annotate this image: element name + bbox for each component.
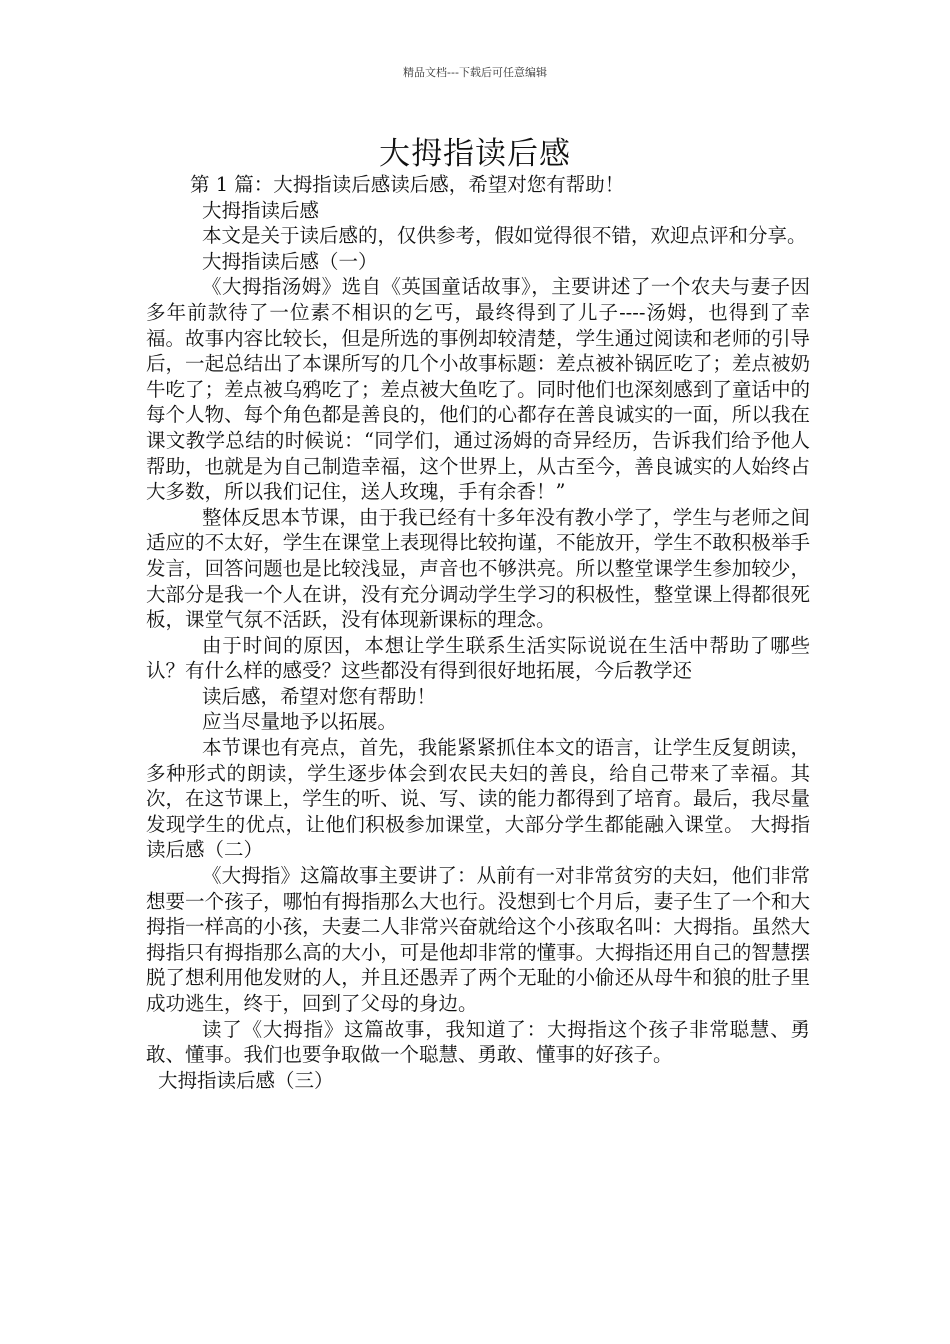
paragraph: 本节课也有亮点，首先，我能紧紧抓住本文的语言，让学生反复朗读，多种形式的朗读，学生逐步体会到农民夫妇的善良，给自己带来了幸福。其次，在这节课上，学生的听、说、写、读的能力都得到了培育。最后，我尽量发现学生的优点，让他们积极参加课堂，大部分学生都能融入课堂。 大拇指读后感（二） xyxy=(146,736,810,862)
document-title: 大拇指读后感 xyxy=(379,136,571,172)
paragraph: 读后感，希望对您有帮助！ xyxy=(202,684,437,708)
paragraph: 第 1 篇：大拇指读后感读后感，希望对您有帮助！ xyxy=(190,173,625,196)
paragraph: 读了《大拇指》这篇故事，我知道了：大拇指这个孩子非常聪慧、勇敢、懂事。我们也要争取做一个聪慧、勇敢、懂事的好孩子。 xyxy=(146,1017,810,1067)
paragraph: 大拇指读后感 xyxy=(202,198,320,222)
paragraph: 整体反思本节课，由于我已经有十多年没有教小学了，学生与老师之间适应的不太好，学生在课堂上表现得比较拘谨，不能放开，学生不敢积极举手发言，回答问题也是比较浅显，声音也不够洪亮。所以整堂课学生参加较少，大部分是我一个人在讲，没有充分调动学生学习的积极性，整堂课上得都很死板，课堂气氛不活跃，没有体现新课标的理念。 xyxy=(146,505,810,632)
paragraph: 大拇指读后感（一） xyxy=(202,249,378,273)
page-header: 精品文档---下载后可任意编辑 xyxy=(403,66,547,79)
paragraph: 由于时间的原因，本想让学生联系生活实际说说在生活中帮助了哪些认？有什么样的感受？这些都没有得到很好地拓展，今后教学还 xyxy=(146,633,810,683)
paragraph: 《大拇指》这篇故事主要讲了：从前有一对非常贫穷的夫妇，他们非常想要一个孩子，哪怕有拇指那么大也行。没想到七个月后，妻子生了一个和大拇指一样高的小孩，夫妻二人非常兴奋就给这个小孩取名叫：大拇指。虽然大拇指只有拇指那么高的大小，可是他却非常的懂事。大拇指还用自己的智慧摆脱了想利用他发财的人，并且还愚弄了两个无耻的小偷还从母牛和狼的肚子里成功逃生，终于，回到了父母的身边。 xyxy=(146,864,810,1015)
paragraph: 大拇指读后感（三） xyxy=(158,1068,334,1092)
paragraph: 应当尽量地予以拓展。 xyxy=(202,710,398,734)
paragraph: 本文是关于读后感的，仅供参考，假如觉得很不错，欢迎点评和分享。 xyxy=(202,224,807,248)
paragraph: 《大拇指汤姆》选自《英国童话故事》，主要讲述了一个农夫与妻子因多年前款待了一位素不相识的乞丐，最终得到了儿子----汤姆，也得到了幸福。故事内容比较长，但是所选的事例却较清楚，学生通过阅读和老师的引导后，一起总结出了本课所写的几个小故事标题：差点被补锅匠吃了；差点被奶牛吃了；差点被乌鸦吃了；差点被大鱼吃了。同时他们也深刻感到了童话中的每个人物、每个角色都是善良的，他们的心都存在善良诚实的一面，所以我在课文教学总结的时候说：“同学们，通过汤姆的奇异经历，告诉我们给予他人帮助，也就是为自己制造幸福，这个世界上，从古至今，善良诚实的人始终占大多数，所以我们记住，送人玫瑰，手有余香！” xyxy=(146,275,810,504)
document-body xyxy=(146,172,810,1093)
